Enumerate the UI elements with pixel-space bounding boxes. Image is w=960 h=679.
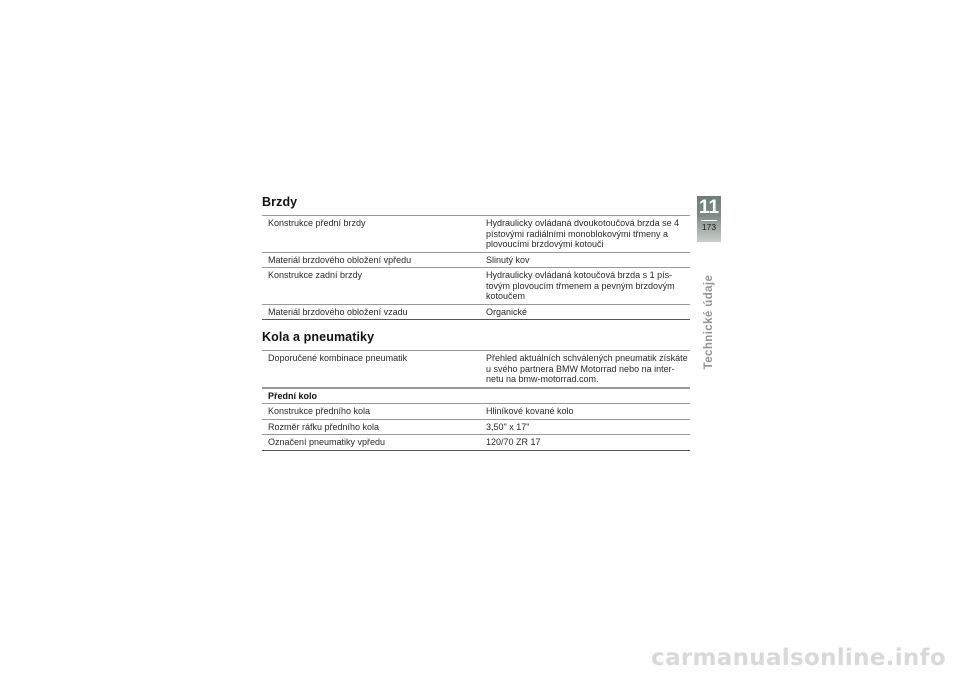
row-value: Hliníkové kované kolo [480,404,690,420]
table-row [262,351,690,388]
wheels-table [262,350,690,451]
table-row [262,435,690,451]
row-value: 120/70 ZR 17 [480,435,690,451]
page-content [262,195,690,451]
row-label: Materiál brzdového obložení vpředu [262,252,480,268]
row-value: Hydraulicky ovládaná dvoukotoučová brzda se 4 pístovými radiálními monoblokovými třmeny a plovoucími brzdovými kotouči [480,216,690,253]
brakes-table [262,215,690,320]
row-label: Konstrukce zadní brzdy [262,268,480,305]
front-wheel-heading: Přední kolo [262,388,690,404]
row-value: Hydraulicky ovládaná kotoučová brzda s 1 pís-tovým plovoucím třmenem a pevným brzdovým kotoučem [480,268,690,305]
row-label: Konstrukce předního kola [262,404,480,420]
table-row [262,216,690,253]
page-number: 173 [701,222,717,232]
subheading-row [262,388,690,404]
row-label: Doporučené kombinace pneumatik [262,351,480,388]
watermark: carmanualsonline.info [651,645,946,671]
table-row [262,304,690,320]
row-label: Konstrukce přední brzdy [262,216,480,253]
row-label: Materiál brzdového obložení vzadu [262,304,480,320]
row-value: Přehled aktuálních schválených pneumatik získáte u svého partnera BMW Motorrad nebo na inter-netu na bmw-motorrad.com. [480,351,690,388]
table-row [262,404,690,420]
section-title-brakes: Brzdy [262,195,298,209]
row-value: Organické [480,304,690,320]
row-value: Slinutý kov [480,252,690,268]
chapter-tab [697,196,721,242]
row-label: Označení pneumatiky vpředu [262,435,480,451]
chapter-side-title: Technické údaje [703,274,715,370]
row-value: 3,50" x 17" [480,419,690,435]
table-row [262,419,690,435]
row-label: Rozměr ráfku předního kola [262,419,480,435]
table-row [262,252,690,268]
chapter-divider [701,220,717,221]
section-title-wheels: Kola a pneumatiky [262,330,375,344]
table-row [262,268,690,305]
chapter-number: 11 [698,197,720,218]
